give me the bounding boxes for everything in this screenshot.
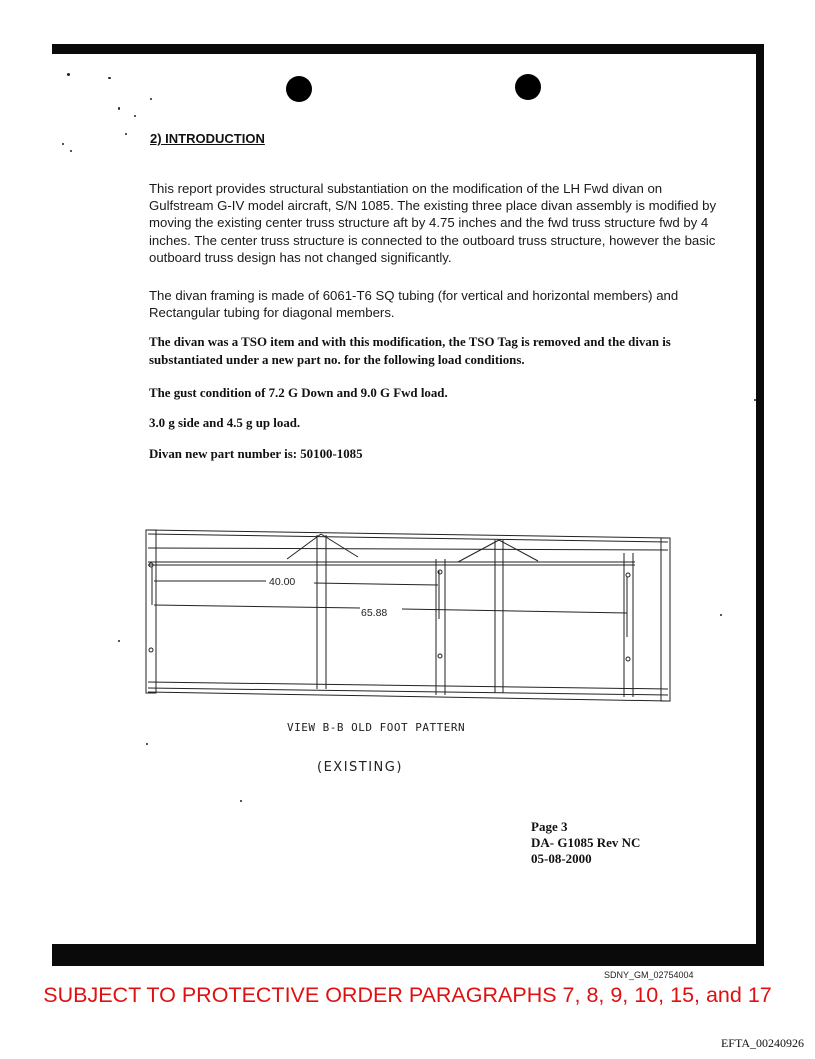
scan-speck bbox=[240, 800, 242, 802]
document-date: 05-08-2000 bbox=[531, 851, 592, 866]
intro-paragraph: This report provides structural substantiation on the modification of the LH Fwd divan on Gulfstream G-IV model aircraft, S/N 1085. The existing three place divan assembly is modified by moving the existing center truss structure aft by 4.75 inches and the fwd truss structure fwd by 4 inches. The center truss structure is connected to the outboard truss structure, however the basic outboard truss design has not changed significantly. bbox=[149, 181, 717, 265]
scan-speck bbox=[150, 98, 152, 100]
scan-speck bbox=[134, 115, 136, 117]
scan-speck bbox=[146, 743, 148, 745]
scan-speck bbox=[70, 150, 72, 152]
scan-speck bbox=[67, 73, 70, 76]
side-up-load: 3.0 g side and 4.5 g up load. bbox=[149, 416, 301, 430]
bates-number: SDNY_GM_02754004 bbox=[604, 970, 694, 980]
gust-condition: The gust condition of 7.2 G Down and 9.0 G Fwd load. bbox=[149, 386, 448, 400]
scan-speck bbox=[118, 107, 120, 110]
punch-hole-left bbox=[286, 76, 312, 102]
scan-speck bbox=[754, 399, 756, 401]
tso-statement: The divan was a TSO item and with this modification, the TSO Tag is removed and the divan is substantiated under a new part no. for the following load conditions. bbox=[149, 335, 671, 367]
scan-speck bbox=[118, 640, 120, 642]
framing-paragraph: The divan framing is made of 6061-T6 SQ tubing (for vertical and horizontal members) and Rectangular tubing for diagonal members. bbox=[149, 288, 679, 321]
drawing-caption: VIEW B-B OLD FOOT PATTERN bbox=[287, 721, 466, 734]
section-heading: 2) INTRODUCTION bbox=[150, 131, 265, 146]
efta-number: EFTA_00240926 bbox=[720, 1036, 804, 1050]
punch-hole-right bbox=[515, 74, 541, 100]
page-info-block bbox=[531, 819, 640, 867]
part-number: Divan new part number is: 50100-1085 bbox=[149, 447, 363, 461]
document-revision: DA- G1085 Rev NC bbox=[531, 835, 641, 850]
page-number: Page 3 bbox=[531, 819, 568, 834]
scan-speck bbox=[62, 143, 64, 145]
scan-speck bbox=[108, 77, 111, 79]
divan-foot-pattern-drawing bbox=[140, 525, 675, 715]
scan-frame-top bbox=[52, 44, 764, 54]
scan-frame-bottom bbox=[52, 944, 764, 966]
dimension-65: 65.88 bbox=[361, 607, 388, 619]
scan-frame-right bbox=[756, 44, 764, 944]
scan-speck bbox=[125, 133, 127, 135]
scan-speck bbox=[720, 614, 722, 616]
handwritten-existing-note: (EXISTING) bbox=[317, 760, 403, 775]
dimension-40: 40.00 bbox=[269, 576, 296, 588]
protective-order-notice: SUBJECT TO PROTECTIVE ORDER PARAGRAPHS 7, 8, 9, 10, 15, and 17 bbox=[43, 983, 772, 1007]
